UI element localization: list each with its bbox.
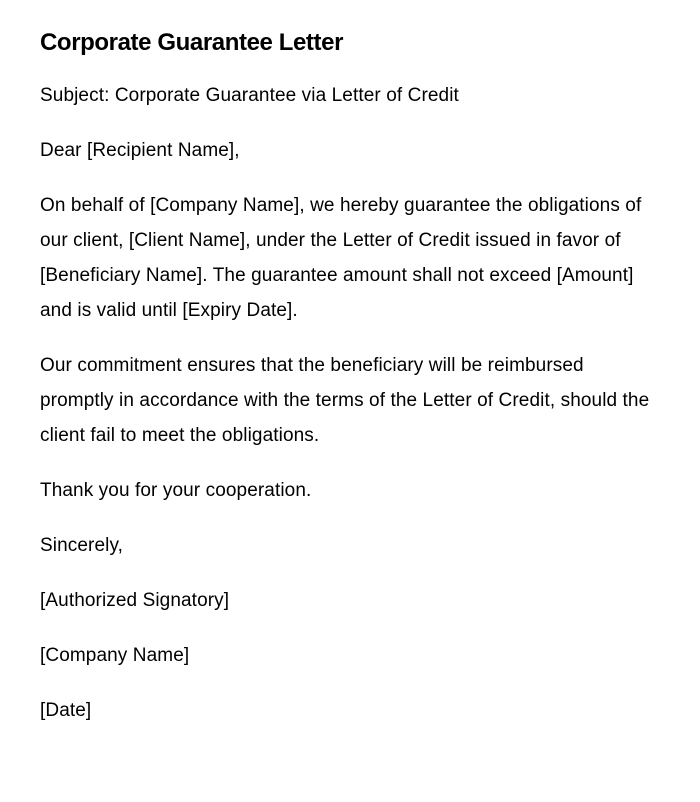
signatory: [Authorized Signatory]	[40, 590, 230, 611]
body-paragraph-1: On behalf of [Company Name], we hereby guarantee the obligations of our client, [Client Name], under the Letter of Credit issued in favor of [Beneficiary Name]. The guarantee amount shall not exceed [Amount] and is valid until [Expiry Date].	[40, 195, 642, 321]
body-paragraph-2: Our commitment ensures that the beneficiary will be reimbursed promptly in accordance with the terms of the Letter of Credit, should the client fail to meet the obligations.	[40, 355, 650, 446]
letter-title: Corporate Guarantee Letter	[40, 29, 344, 56]
company-name: [Company Name]	[40, 645, 190, 666]
body-paragraph-3: Thank you for your cooperation.	[40, 480, 312, 501]
letter-subject: Subject: Corporate Guarantee via Letter of Credit	[40, 85, 459, 106]
letter-date: [Date]	[40, 700, 92, 721]
closing: Sincerely,	[40, 535, 124, 556]
salutation: Dear [Recipient Name],	[40, 140, 240, 161]
